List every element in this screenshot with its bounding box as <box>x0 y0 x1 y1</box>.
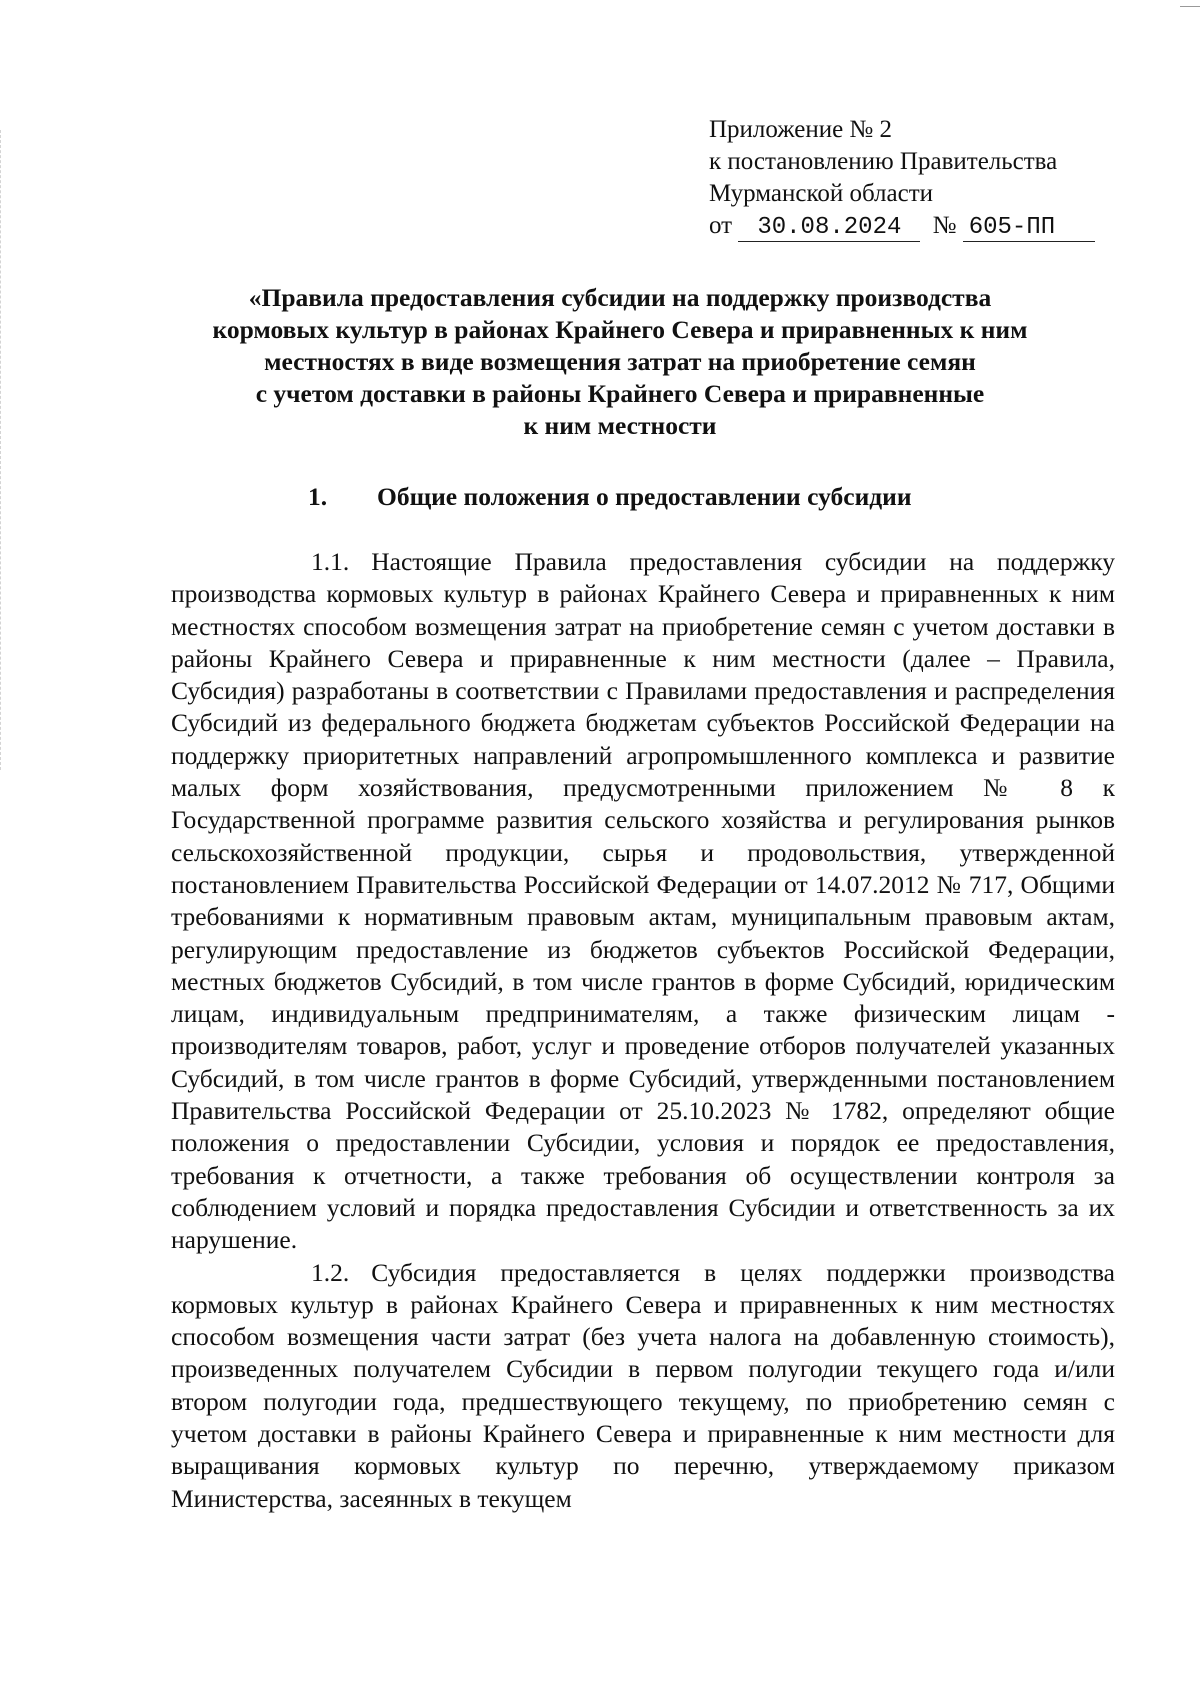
paragraph-text: Субсидия предоставляется в целях поддержки производства кормовых культур в районах Крайнего Севера и приравненных к ним местностях способом возмещения части затрат (без учета налога на добавленную стоимость), произведенных получателем Субсидии в первом полугодии текущего года и/или втором полугодии года, предшествующего текущему, по приобретению семян с учетом доставки в районы Крайнего Севера и приравненные к ним местности для выращивания кормовых культур по перечню, утверждаемому приказом Министерства, засеянных в текущем <box>171 1257 1115 1513</box>
paragraph-text: Настоящие Правила предоставления субсидии на поддержку производства кормовых культур в районах Крайнего Севера и приравненных к ним местностях способом возмещения затрат на приобретение семян с учетом доставки в районы Крайнего Севера и приравненные к ним местности (далее – Правила, Субсидия) разработаны в соответствии с Правилами предоставления и распределения Субсидий из федерального бюджета бюджетам субъектов Российской Федерации на поддержку приоритетных направлений агропромышленного комплекса и развитие малых форм хозяйствования, предусмотренными приложением № 8 к Государственной программе развития сельского хозяйства и регулирования рынков сельскохозяйственной продукции, сырья и продовольствия, утвержденной постановлением Правительства Российской Федерации от 14.07.2012 № 717, Общими требованиями к нормативным правовым актам, муниципальным правовым актам, регулирующим предоставление из бюджетов субъектов Российской Федерации, местных бюджетов Субсидий, в том числе грантов в форме Субсидий, юридическим лицам, индивидуальным предпринимателям, а также физическим лицам - производителям товаров, работ, услуг и проведение отборов получателей указанных Субсидий, в том числе грантов в форме Субсидий, утвержденными постановлением Правительства Российской Федерации от 25.10.2023 № 1782, определяют общие положения о предоставлении Субсидии, условия и порядок ее предоставления, требования к отчетности, а также требования об осуществлении контроля за соблюдением условий и порядка предоставления Субсидии и ответственность за их нарушение. <box>171 547 1115 1255</box>
number-prefix: № <box>932 212 957 239</box>
paragraph-number: 1.1. <box>311 547 350 576</box>
title-line-5: к ним местности <box>523 411 717 440</box>
appendix-line-2: к постановлению Правительства <box>709 148 1058 175</box>
appendix-date-line <box>709 210 1095 242</box>
paragraph-number: 1.2. <box>311 1257 350 1287</box>
section-number: 1. <box>308 482 328 511</box>
paragraph <box>171 1257 1115 1515</box>
paragraph <box>171 546 1115 1257</box>
appendix-line-3: Мурманской области <box>709 180 934 207</box>
scan-mark-artifact <box>1180 6 1200 7</box>
appendix-line-1: Приложение № 2 <box>709 116 893 143</box>
title-line-1: «Правила предоставления субсидии на поддержку производства <box>248 283 992 312</box>
title-line-4: с учетом доставки в районы Крайнего Севера и приравненные <box>255 379 985 408</box>
decree-number: 605-ПП <box>963 215 1095 242</box>
date-prefix: от <box>709 212 733 239</box>
title-line-3: местностях в виде возмещения затрат на приобретение семян <box>264 347 976 376</box>
title-line-2: кормовых культур в районах Крайнего Севера и приравненных к ним <box>212 315 1028 344</box>
decree-date: 30.08.2024 <box>738 215 920 242</box>
document-title <box>140 282 1100 442</box>
section-title: Общие положения о предоставлении субсидии <box>377 482 912 511</box>
scan-edge-artifact <box>0 130 4 770</box>
section-heading <box>308 481 912 513</box>
appendix-block <box>709 114 1095 242</box>
body-text <box>171 546 1115 1515</box>
